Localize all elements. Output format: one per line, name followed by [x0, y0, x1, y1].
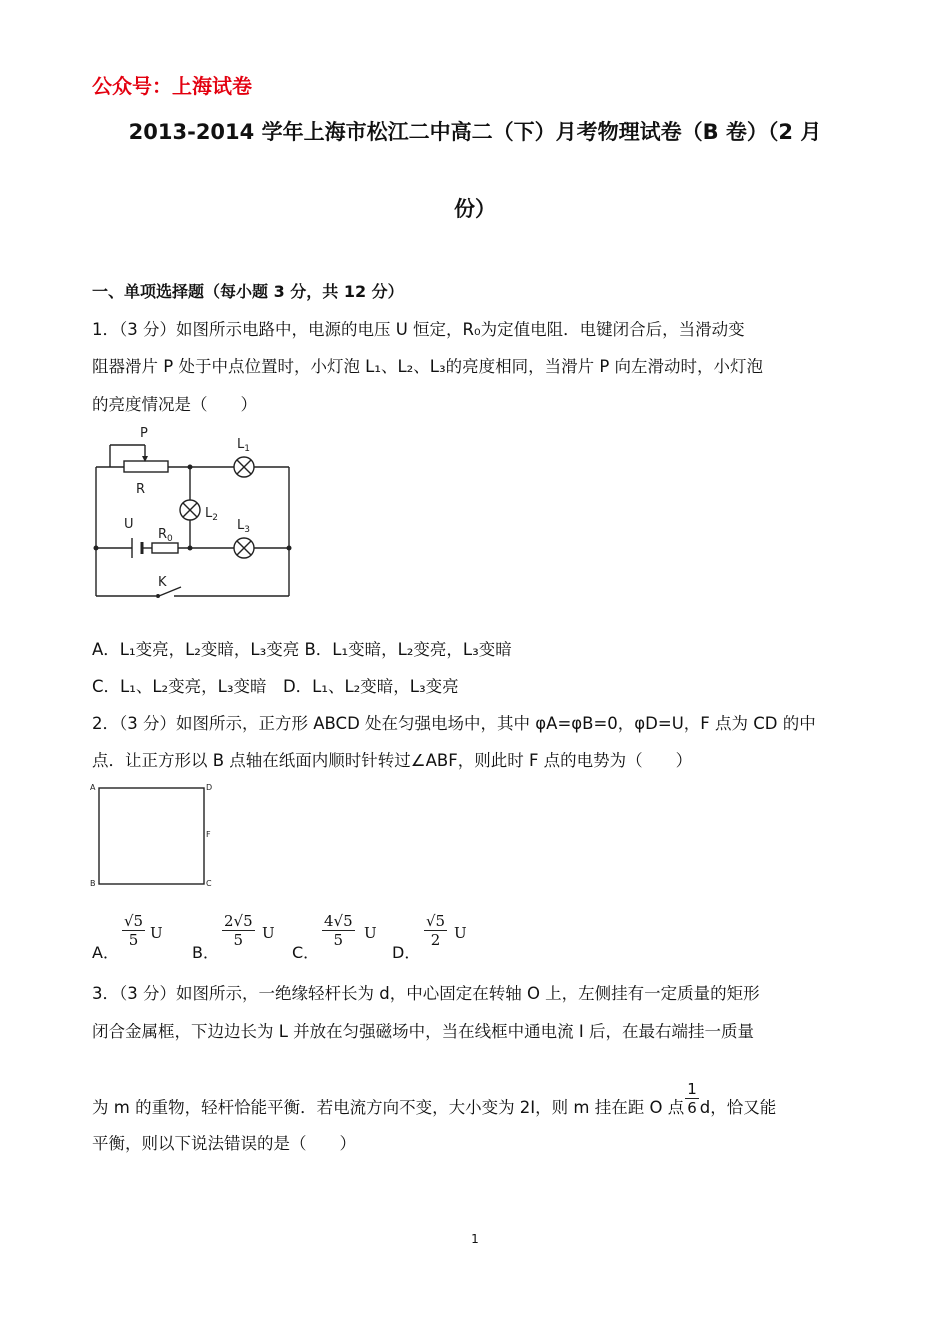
- label-b: B: [90, 879, 96, 888]
- q2-option-c-unit: U: [364, 924, 377, 942]
- label-l3-sub: 3: [244, 525, 250, 535]
- q1-options-line2: C．L₁、L₂变亮，L₃变暗 D．L₁、L₂变暗，L₃变亮: [92, 677, 459, 696]
- q2-text-line1: 2．（3 分）如图所示，正方形 ABCD 处在匀强电场中，其中 φA=φB=0，φD=U，F 点为 CD 的中: [92, 714, 816, 733]
- q2-option-a-unit: U: [150, 924, 163, 942]
- q3-text-line3-tail: d，恰又能: [699, 1098, 777, 1117]
- label-d: D: [206, 783, 213, 792]
- q3-text-line3-head: 为 m 的重物，轻杆恰能平衡．若电流方向不变，大小变为 2I，则 m 挂在距 O 点: [92, 1098, 685, 1117]
- q1-text-line3: 的亮度情况是（ ）: [92, 395, 257, 414]
- q2-option-d-label: D．: [392, 943, 421, 962]
- label-l1: L: [237, 437, 245, 452]
- label-l2-sub: 2: [212, 513, 218, 523]
- q3-text-line2: 闭合金属框，下边边长为 L 并放在匀强磁场中，当在线框中通电流 I 后，在最右端挂一质量: [92, 1022, 755, 1041]
- label-p: P: [140, 426, 148, 441]
- q1-options-line1: A．L₁变亮，L₂变暗，L₃变亮 B．L₁变暗，L₂变亮，L₃变暗: [92, 640, 512, 659]
- q2-option-d-fraction: $\frac{√5}{2}$: [426, 912, 446, 949]
- label-k: K: [158, 575, 167, 590]
- svg-text:L2: [205, 506, 218, 523]
- q2-option-a-fraction: $\frac{√5}{5}$: [124, 912, 144, 949]
- q2-options: [92, 912, 512, 967]
- q2-text-line2: 点．让正方形以 B 点轴在纸面内顺时针转过∠ABF，则此时 F 点的电势为（ ）: [92, 751, 693, 770]
- q1-circuit-diagram: [88, 420, 303, 605]
- q2-option-b-unit: U: [262, 924, 275, 942]
- label-c: C: [206, 879, 212, 888]
- label-r0-sub: 0: [167, 534, 173, 544]
- page-number: 1: [471, 1232, 479, 1246]
- brand-header: 公众号：上海试卷: [92, 74, 252, 98]
- q1-text-line1: 1．（3 分）如图所示电路中，电源的电压 U 恒定，R₀为定值电阻．电键闭合后，当滑动变: [92, 320, 745, 339]
- q2-option-c-label: C．: [292, 943, 320, 962]
- svg-text:R0: [158, 527, 173, 544]
- label-l1-sub: 1: [244, 444, 250, 454]
- label-l2: L: [205, 506, 213, 521]
- svg-text:L3: [237, 518, 250, 535]
- label-r: R: [136, 482, 146, 497]
- q3-text-line4: 平衡，则以下说法错误的是（ ）: [92, 1134, 356, 1153]
- q1-text-line2: 阻器滑片 P 处于中点位置时，小灯泡 L₁、L₂、L₃的亮度相同，当滑片 P 向左滑动时，小灯泡: [92, 357, 764, 376]
- label-a: A: [90, 783, 96, 792]
- q3-fraction: $\frac{1}{6}$: [687, 1080, 697, 1117]
- q3-text-line3: [92, 1080, 777, 1127]
- label-f: F: [206, 830, 211, 839]
- q2-option-d-unit: U: [454, 924, 467, 942]
- q2-option-a-label: A．: [92, 943, 119, 962]
- label-u: U: [124, 517, 134, 532]
- svg-text:L1: [237, 437, 250, 454]
- page-title: 2013-2014 学年上海市松江二中高二（下）月考物理试卷（B 卷）（2 月: [128, 120, 822, 144]
- q2-square-figure: [88, 780, 218, 892]
- q2-option-b-fraction: $\frac{2√5}{5}$: [224, 912, 253, 949]
- page-title-continued: 份）: [454, 197, 496, 221]
- label-l3: L: [237, 518, 245, 533]
- label-r0: R: [158, 527, 168, 542]
- q2-option-c-fraction: $\frac{4√5}{5}$: [324, 912, 353, 949]
- q3-text-line1: 3．（3 分）如图所示，一绝缘轻杆长为 d，中心固定在转轴 O 上，左侧挂有一定质量的矩形: [92, 984, 760, 1003]
- section-heading: 一、单项选择题（每小题 3 分，共 12 分）: [92, 282, 404, 301]
- q2-option-b-label: B．: [192, 943, 219, 962]
